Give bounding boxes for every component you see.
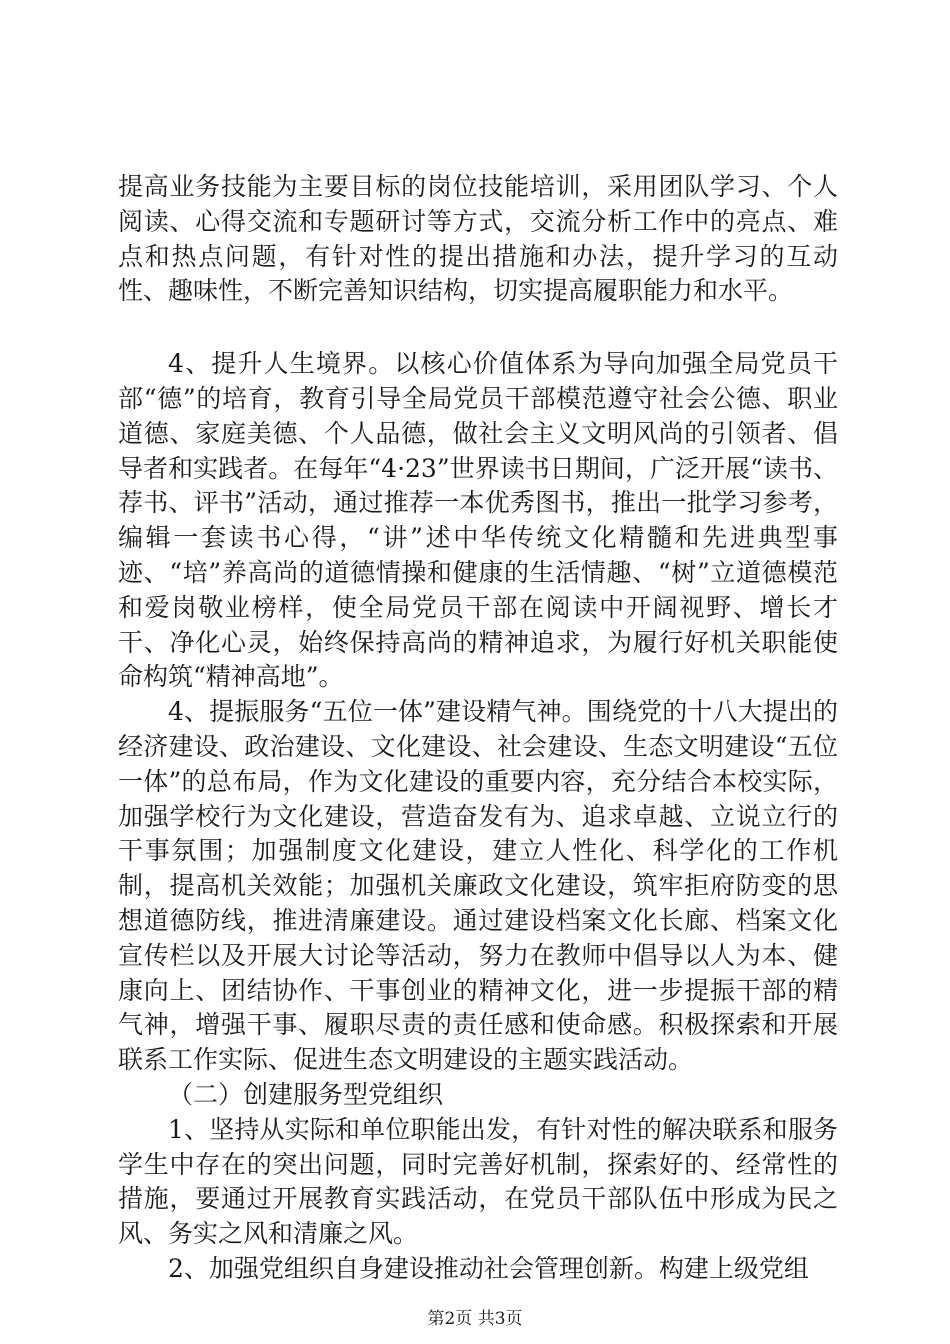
paragraph-item-4-life-realm: 4、提升人生境界。以核心价值体系为导向加强全局党员干部“德”的培育，教育引导全局党员干部模范遵守社会公德、职业道德、家庭美德、个人品德，做社会主义文明风尚的引领者、倡导者和实践者。在每年“4·23”世界读书日期间，广泛开展“读书、荐书、评书”活动，通过推荐一本优秀图书，推出一批学习参考，编辑一套读书心得，“讲”述中华传统文化精髓和先进典型事迹、“培”养高尚的道德情操和健康的生活情趣、“树”立道德模范和爱岗敬业榜样，使全局党员干部在阅读中开阔视野、增长才干、净化心灵，始终保持高尚的精神追求，为履行好机关职能使命构筑“精神高地”。 bbox=[118, 349, 838, 692]
section-heading: （二）创建服务型党组织 bbox=[168, 1079, 444, 1109]
document-body bbox=[118, 170, 838, 1287]
paragraph-item-4-five-in-one: 4、提振服务“五位一体”建设精气神。围绕党的十八大提出的经济建设、政治建设、文化建设、社会建设、生态文明建设“五位一体”的总布局，作为文化建设的重要内容，充分结合本校实际，加强学校行为文化建设，营造奋发有为、追求卓越、立说立行的干事氛围；加强制度文化建设，建立人性化、科学化的工作机制，提高机关效能；加强机关廉政文化建设，筑牢拒府防变的思想道德防线，推进清廉建设。通过建设档案文化长廊、档案文化宣传栏以及开展大讨论等活动，努力在教师中倡导以人为本、健康向上、团结协作、干事创业的精神文化，进一步提振干部的精气神，增强干事、履职尽责的责任感和使命感。积极探索和开展联系工作实际、促进生态文明建设的主题实践活动。 bbox=[118, 697, 838, 1075]
paragraph-gap bbox=[118, 309, 838, 347]
paragraph-item-2: 2、加强党组织自身建设推动社会管理创新。构建上级党组 bbox=[168, 1253, 809, 1283]
page-number-footer: 第2页 共3页 bbox=[427, 1309, 523, 1329]
paragraph-item-1: 1、坚持从实际和单位职能出发，有针对性的解决联系和服务学生中存在的突出问题，同时完善好机制，探索好的、经常性的措施，要通过开展教育实践活动，在党员干部队伍中形成为民之风、务实之风和清廉之风。 bbox=[118, 1114, 838, 1249]
paragraph-continuation: 提高业务技能为主要目标的岗位技能培训，采用团队学习、个人阅读、心得交流和专题研讨等方式，交流分析工作中的亮点、难点和热点问题，有针对性的提出措施和办法，提升学习的互动性、趣味性，不断完善知识结构，切实提高履职能力和水平。 bbox=[118, 172, 838, 306]
